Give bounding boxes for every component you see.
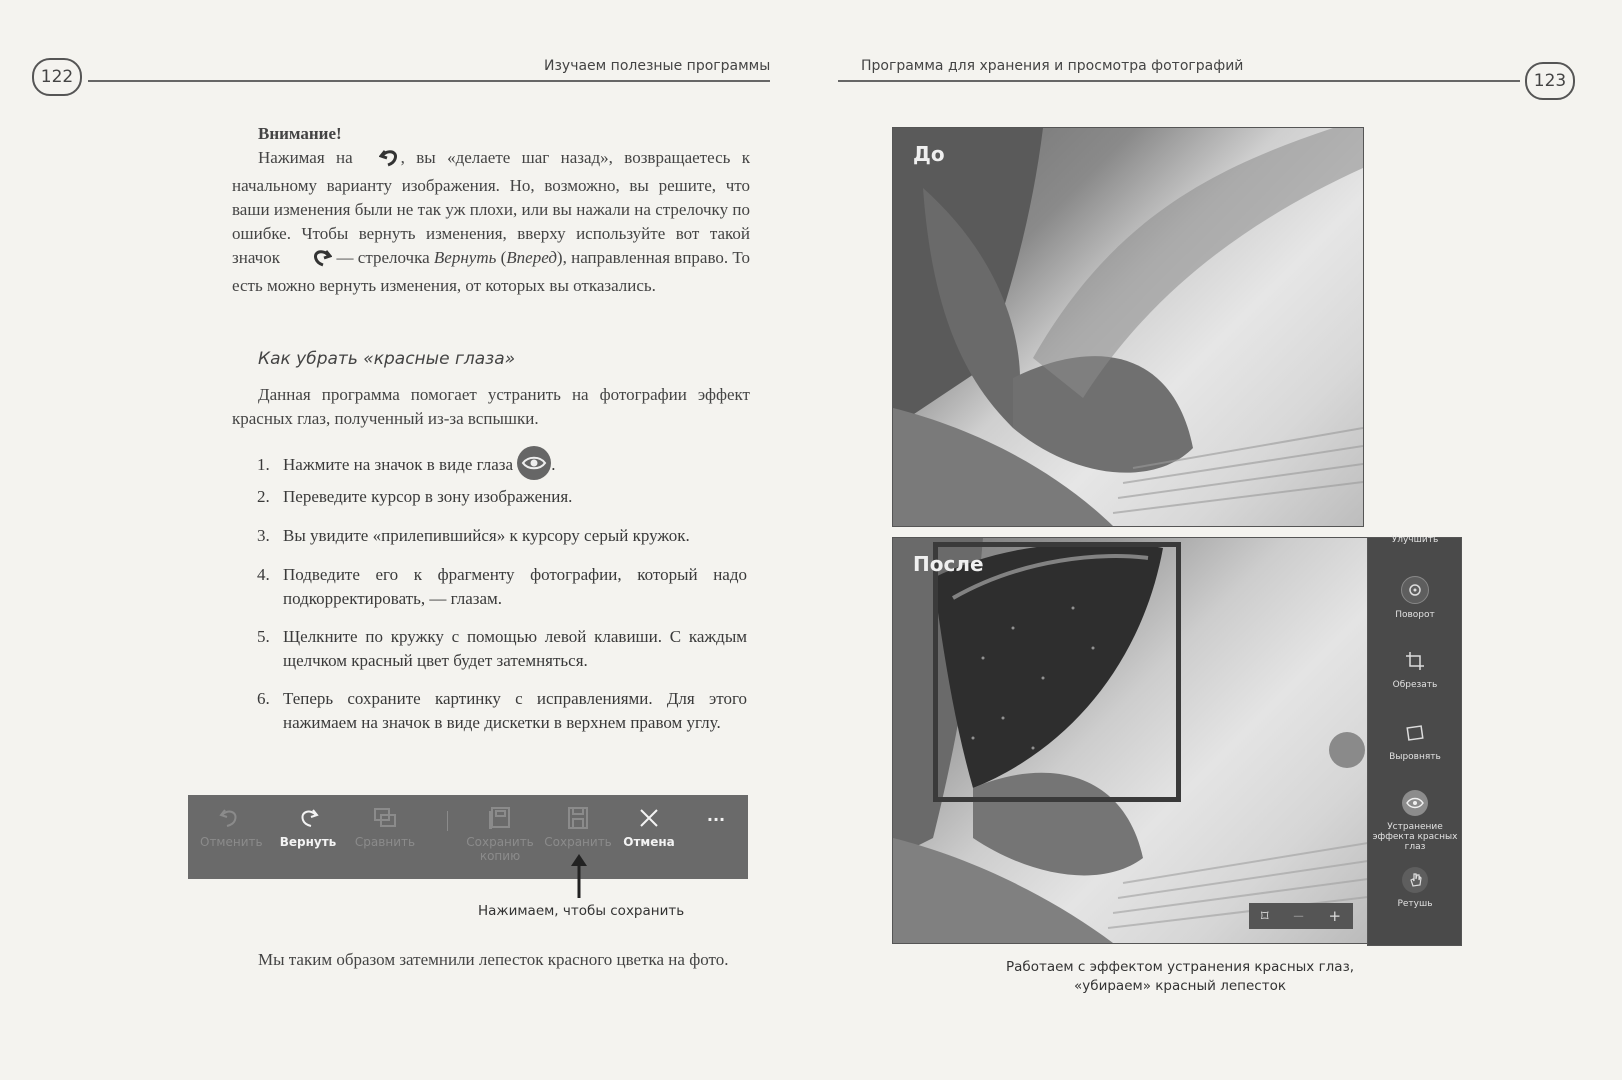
eye-icon xyxy=(1402,790,1428,816)
after-photo xyxy=(892,537,1369,944)
closing-paragraph: Мы таким образом затемнили лепесток красного цветка на фото. xyxy=(258,950,729,969)
step-number: 6. xyxy=(257,689,270,708)
pointer-arrow-icon xyxy=(568,852,590,900)
before-label: До xyxy=(913,142,945,166)
enhance-item[interactable] xyxy=(1370,535,1460,545)
redeye-item[interactable] xyxy=(1370,790,1460,852)
cancel-label: Отмена xyxy=(623,835,675,849)
undo-label: Отменить xyxy=(200,835,263,849)
save-copy-button[interactable] xyxy=(464,805,536,863)
left-header-rule xyxy=(88,80,770,82)
undo-arrow-icon xyxy=(353,147,401,174)
after-label: После xyxy=(913,552,984,576)
list-item xyxy=(257,485,747,509)
step-text: Подведите его к фрагменту фотографии, который надо подкорректировать, — глазам. xyxy=(283,565,747,608)
note-open-paren: ( xyxy=(496,248,507,267)
compare-label: Сравнить xyxy=(354,835,416,849)
step-text: Теперь сохраните картинку с исправлениями. Для этого нажимаем на значок в виде дискетки в верхнем правом углу. xyxy=(283,689,747,732)
caption-line-2: «убираем» красный лепесток xyxy=(1074,978,1286,994)
rotate-label: Поворот xyxy=(1395,610,1435,620)
eye-icon xyxy=(517,446,551,487)
redeye-label-1: Устранение xyxy=(1387,822,1443,832)
list-item xyxy=(257,446,747,487)
straighten-item[interactable] xyxy=(1370,720,1460,762)
redo-button[interactable] xyxy=(278,805,338,849)
before-photo xyxy=(892,127,1364,527)
note-text-1: Нажимая на xyxy=(258,148,353,167)
list-item xyxy=(257,563,747,611)
save-label: Сохранить xyxy=(544,835,612,849)
retouch-item[interactable] xyxy=(1370,867,1460,909)
redo-arrow-icon xyxy=(284,247,332,274)
list-item xyxy=(257,687,747,735)
undo-button[interactable] xyxy=(200,805,263,849)
save-copy-label-1: Сохранить xyxy=(466,835,534,849)
note-heading-text: Внимание! xyxy=(258,124,342,143)
zoom-in-button[interactable]: + xyxy=(1328,907,1342,925)
figure-caption xyxy=(970,958,1390,996)
note-paragraph xyxy=(232,146,750,298)
fit-to-screen-button[interactable]: ⌑ xyxy=(1260,907,1269,925)
zoom-out-button[interactable]: − xyxy=(1292,907,1305,925)
step-text: Щелкните по кружку с помощью левой клавиши. С каждым щелчком красный цвет будет затемняться. xyxy=(283,627,747,670)
step-text: Переведите курсор в зону изображения. xyxy=(283,487,573,506)
save-copy-icon xyxy=(487,805,513,831)
enhance-label: Улучшить xyxy=(1391,535,1439,545)
redeye-label-3: глаз xyxy=(1404,842,1426,852)
step-number: 5. xyxy=(257,627,270,646)
section-title: Как убрать «красные глаза» xyxy=(258,349,516,369)
retouch-label: Ретушь xyxy=(1397,899,1433,909)
toolbar-separator xyxy=(447,811,448,831)
straighten-label: Выровнять xyxy=(1389,752,1441,762)
rotate-icon xyxy=(1401,576,1429,604)
crop-icon xyxy=(1402,648,1428,674)
save-copy-label-2: копию xyxy=(479,849,521,863)
close-icon xyxy=(636,805,662,831)
right-page-number: 123 xyxy=(1525,62,1575,100)
left-running-title: Изучаем полезные программы xyxy=(544,58,771,74)
lily-illustration-before xyxy=(893,128,1363,526)
compare-button[interactable] xyxy=(352,805,418,849)
step-number: 1. xyxy=(257,455,270,474)
left-page-number: 122 xyxy=(32,58,82,96)
note-text-3: — стрелочка xyxy=(332,248,434,267)
note-text-4: ), направленная вправо. То есть можно вернуть изменения, от которых вы отказались. xyxy=(232,248,750,295)
floppy-disk-icon xyxy=(565,805,591,831)
toolbar-caption: Нажимаем, чтобы сохранить xyxy=(478,903,685,919)
note-text-2: , вы «делаете шаг назад», возвращаетесь к начальному варианту изображения. Но, возможно, вы решите, что ваши изменения были не так уж плохи, или вы нажали на стрелочку по ошибке. Чтобы вернуть изменения, вверху используйте вот такой значок xyxy=(232,148,750,267)
redeye-selection-box xyxy=(933,542,1181,802)
editor-toolbar xyxy=(188,795,748,879)
redo-word: Вернуть xyxy=(433,248,497,267)
redeye-label-2: эффекта красных xyxy=(1372,832,1458,842)
zoom-controls xyxy=(1249,903,1353,929)
crop-item[interactable] xyxy=(1370,648,1460,690)
edit-side-panel xyxy=(1367,537,1462,946)
intro-paragraph: Данная программа помогает устранить на фотографии эффект красных глаз, полученный из-за вспышки. xyxy=(232,385,750,428)
straighten-icon xyxy=(1402,720,1428,746)
undo-icon xyxy=(217,805,243,831)
more-options-button[interactable] xyxy=(696,810,736,829)
list-item xyxy=(257,625,747,673)
step-text: Нажмите на значок в виде глаза xyxy=(283,455,514,474)
note-heading xyxy=(258,122,776,146)
step-number: 3. xyxy=(257,526,270,545)
compare-icon xyxy=(372,805,398,831)
redeye-cursor-circle[interactable] xyxy=(1329,732,1365,768)
caption-line-1: Работаем с эффектом устранения красных глаз, xyxy=(1005,959,1355,975)
right-running-title: Программа для хранения и просмотра фотографий xyxy=(861,58,1244,74)
rotate-item[interactable] xyxy=(1370,576,1460,620)
step-number: 2. xyxy=(257,487,270,506)
step-text: Вы увидите «прилепившийся» к курсору серый кружок. xyxy=(283,526,690,545)
step-suffix: . xyxy=(551,455,556,474)
list-item xyxy=(257,524,747,548)
save-button[interactable] xyxy=(542,805,614,849)
redo-icon xyxy=(295,805,321,831)
redo-label: Вернуть xyxy=(279,835,337,849)
crop-label: Обрезать xyxy=(1392,680,1438,690)
forward-word: Вперед xyxy=(506,248,557,267)
retouch-hand-icon xyxy=(1402,867,1428,893)
cancel-button[interactable] xyxy=(616,805,682,849)
right-header-rule xyxy=(838,80,1520,82)
more-label: ··· xyxy=(706,810,726,829)
step-number: 4. xyxy=(257,565,270,584)
